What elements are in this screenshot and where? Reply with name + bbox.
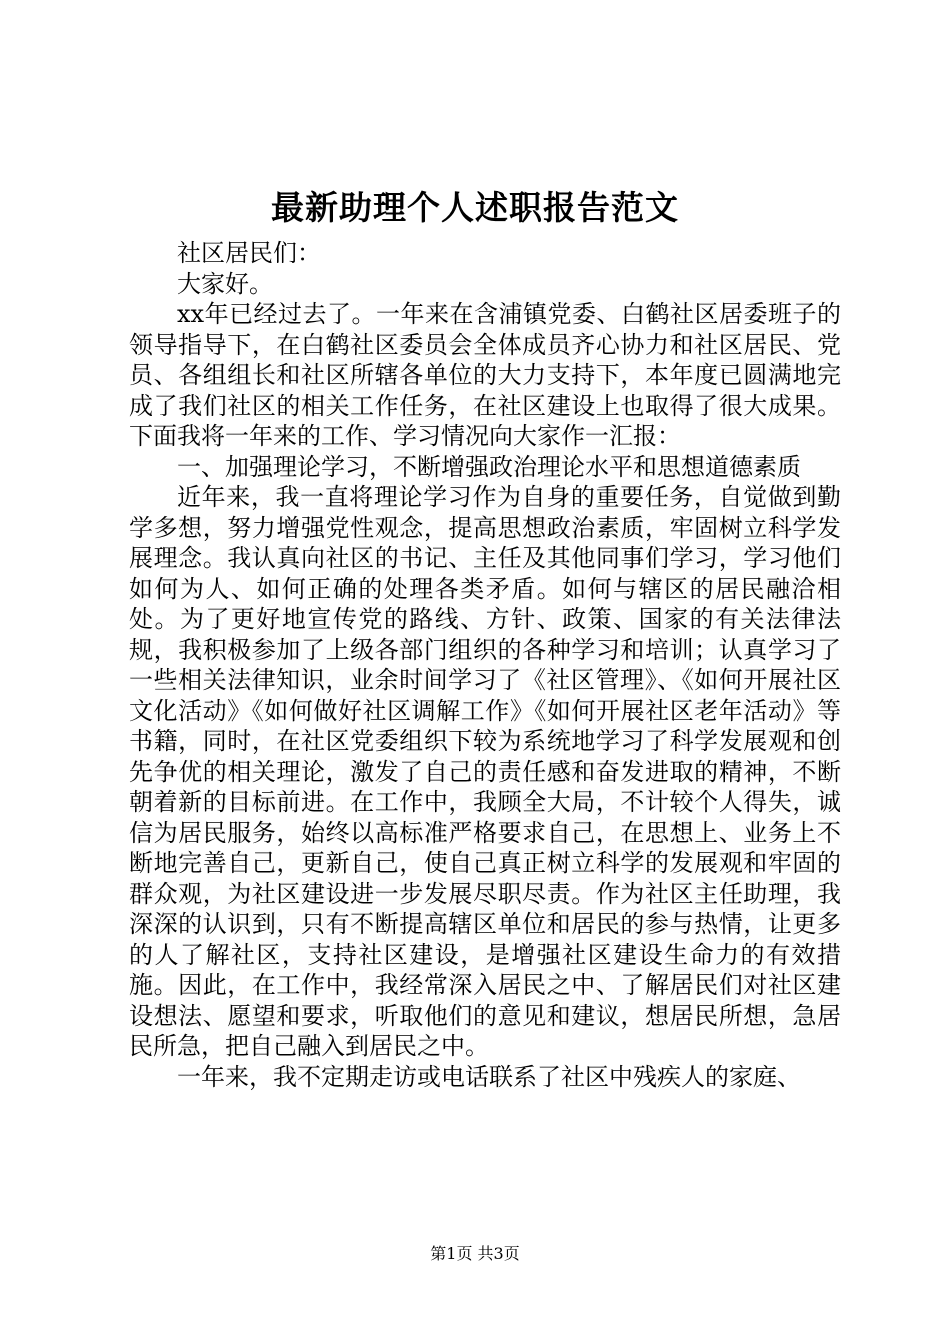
document-title: 最新助理个人述职报告范文 (271, 188, 679, 227)
body-paragraph: 近年来，我一直将理论学习作为自身的重要任务，自觉做到勤学多想，努力增强党性观念，提高思想政治素质，牢固树立科学发展理念。我认真向社区的书记、主任及其他同事们学习，学习他们如何为人、如何正确的处理各类矛盾。如何与辖区的居民融洽相处。为了更好地宣传党的路线、方针、政策、国家的有关法律法规，我积极参加了上级各部门组织的各种学习和培训；认真学习了一些相关法律知识，业余时间学习了《社区管理》、《如何开展社区文化活动》《如何做好社区调解工作》《如何开展社区老年活动》等书籍，同时，在社区党委组织下较为系统地学习了科学发展观和创先争优的相关理论，激发了自己的责任感和奋发进取的精神，不断朝着新的目标前进。在工作中，我顾全大局，不计较个人得失，诚信为居民服务，始终以高标准严格要求自己，在思想上、业务上不断地完善自己，更新自己，使自己真正树立科学的发展观和牢固的群众观，为社区建设进一步发展尽职尽责。作为社区主任助理，我深深的认识到，只有不断提高辖区单位和居民的参与热情，让更多的人了解社区，支持社区建设，是增强社区建设生命力的有效措施。因此，在工作中，我经常深入居民之中、了解居民们对社区建设想法、愿望和要求，听取他们的意见和建议，想居民所想，急居民所急，把自己融入到居民之中。 (129, 483, 841, 1060)
page-number-footer: 第1页 共3页 (430, 1244, 520, 1263)
document-body (129, 238, 841, 1092)
greeting: 大家好。 (177, 269, 273, 298)
body-paragraph: 一年来，我不定期走访或电话联系了社区中残疾人的家庭、 (177, 1062, 801, 1091)
body-paragraph: xx年已经过去了。一年来在含浦镇党委、白鹤社区居委班子的领导指导下，在白鹤社区委员会全体成员齐心协力和社区居民、党员、各组组长和社区所辖各单位的大力支持下，本年度已圆满地完成了我们社区的相关工作任务，在社区建设上也取得了很大成果。下面我将一年来的工作、学习情况向大家作一汇报： (129, 300, 841, 450)
section-heading: 一、加强理论学习，不断增强政治理论水平和思想道德素质 (177, 452, 801, 481)
salutation: 社区居民们： (177, 239, 321, 267)
